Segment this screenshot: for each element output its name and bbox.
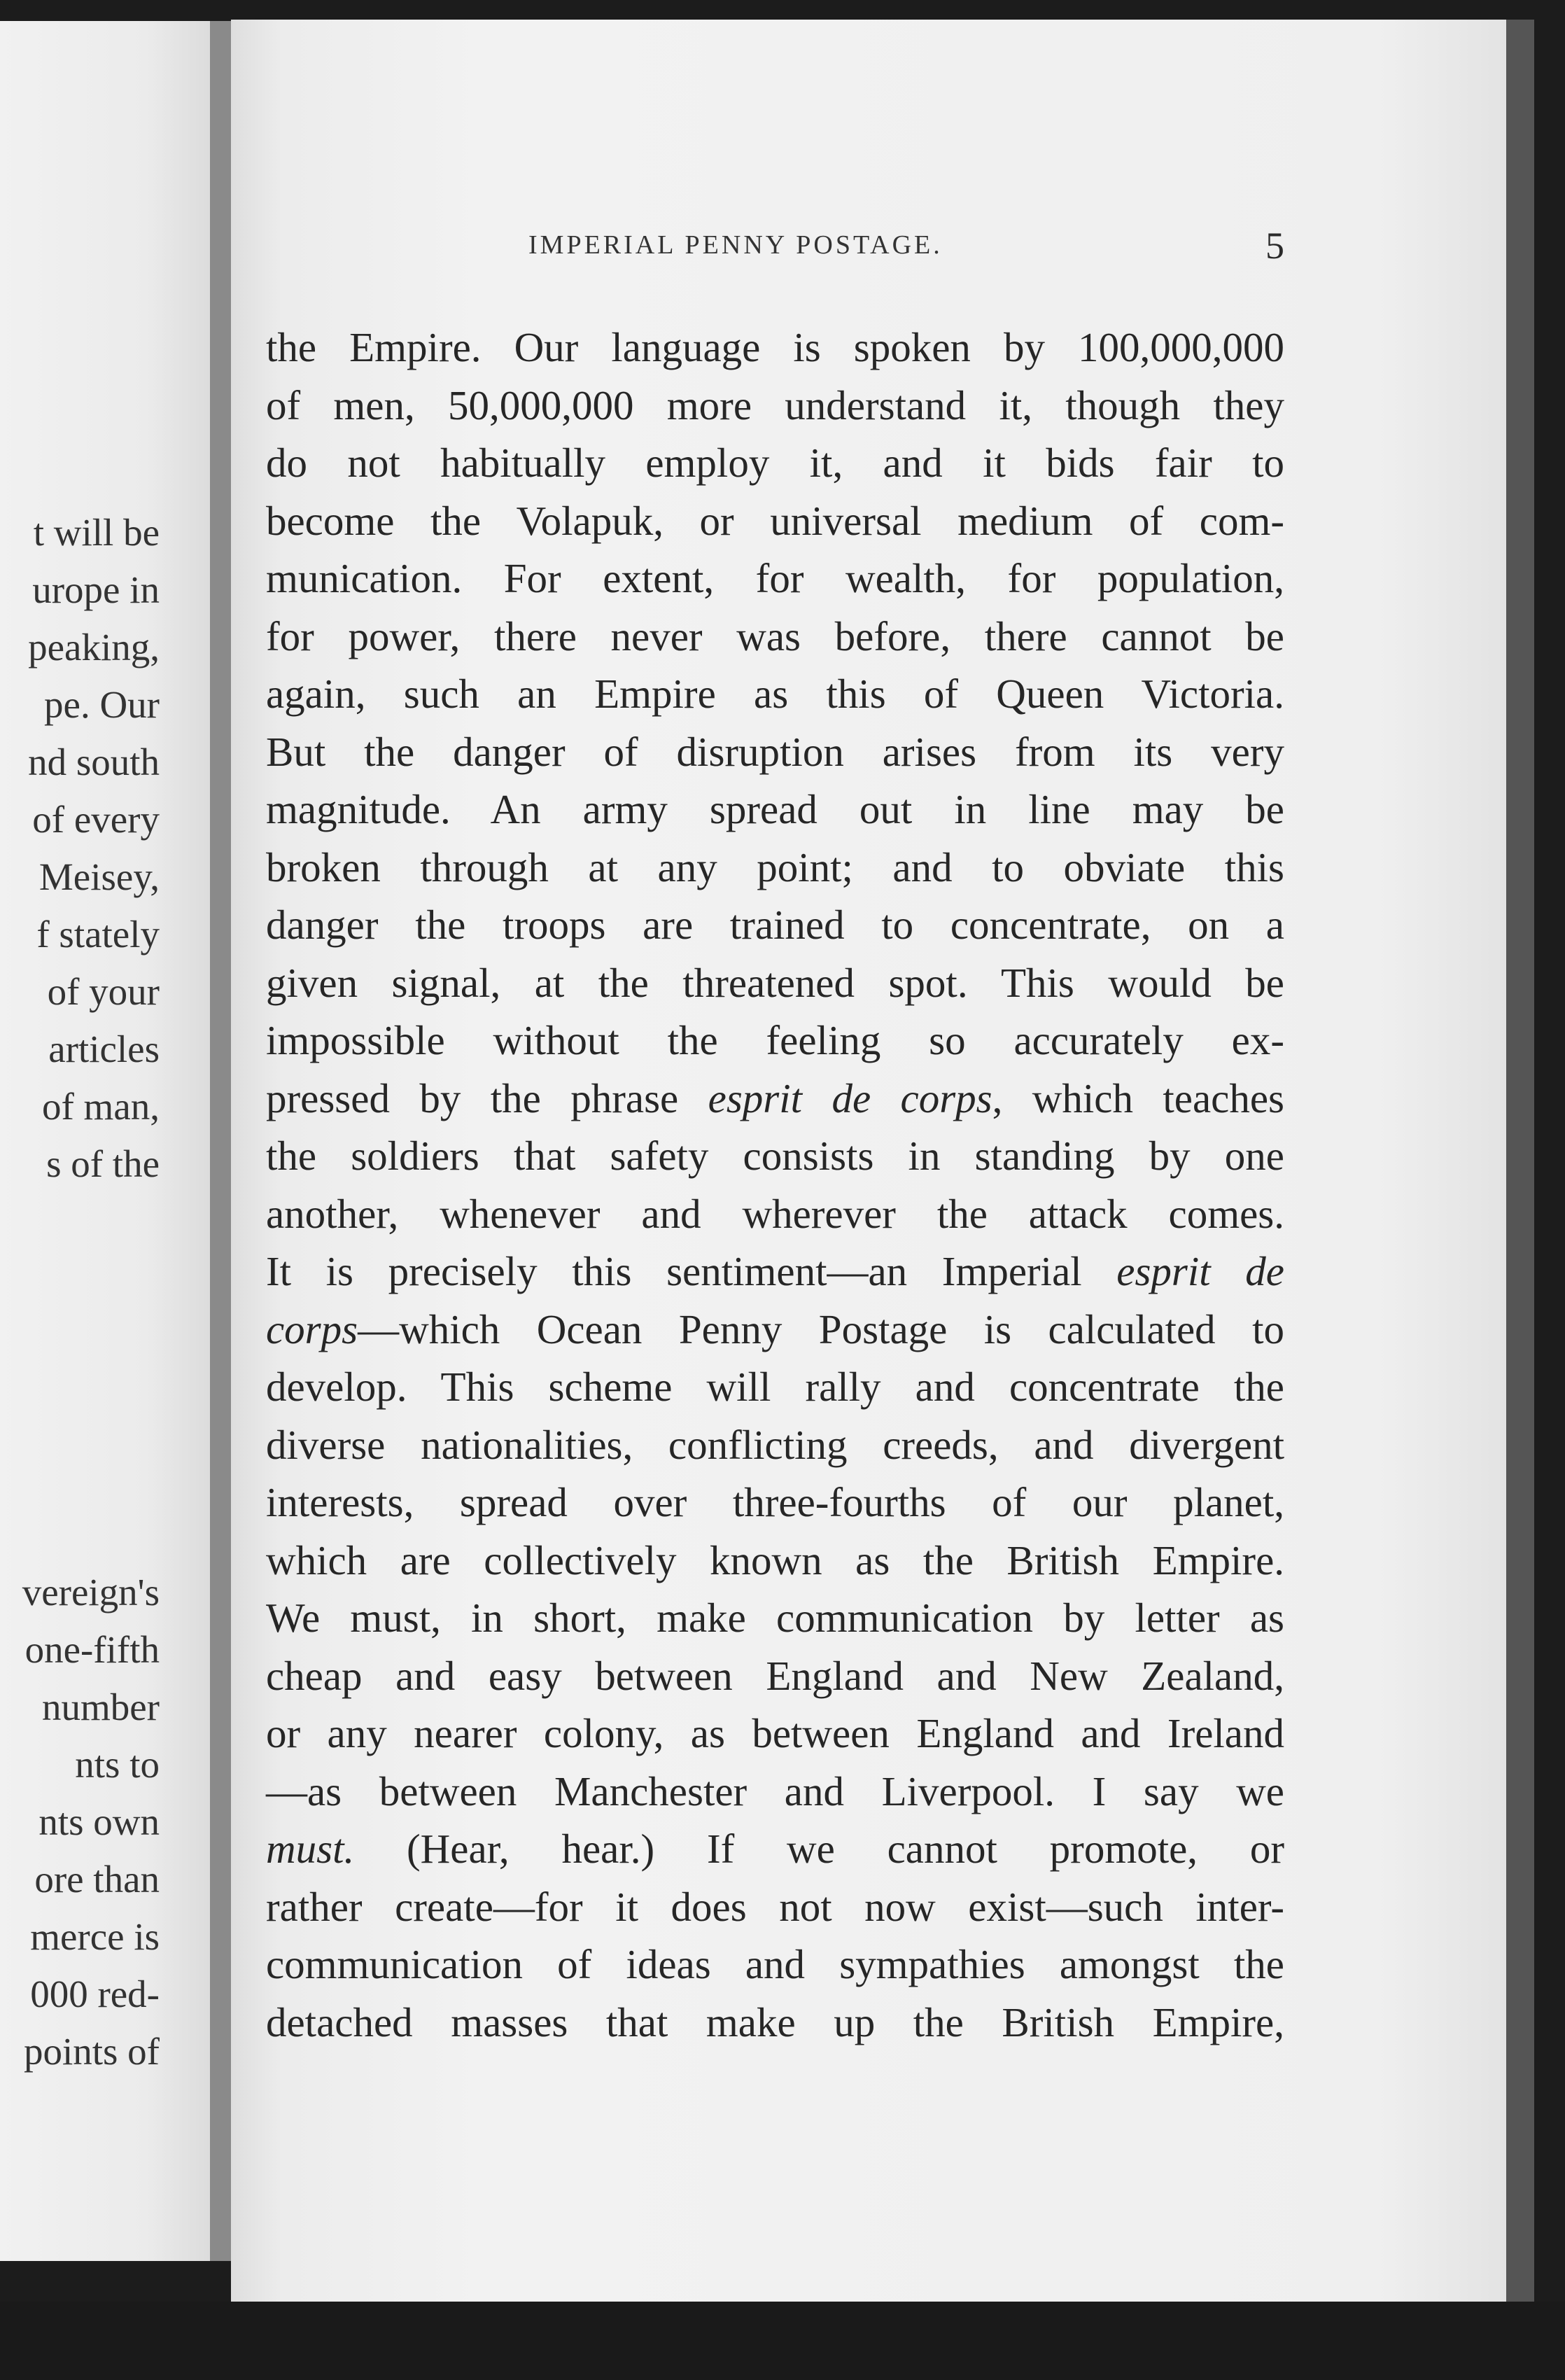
facing-page-fragment: Meisey, bbox=[38, 855, 160, 898]
text-line: or any nearer colony, as between England and Ireland bbox=[266, 1710, 1284, 1756]
facing-page-fragment: articles bbox=[48, 1028, 160, 1070]
facing-page-edge bbox=[0, 21, 210, 2261]
text-line: given signal, at the threatened spot. This would be bbox=[266, 959, 1284, 1006]
text-line: detached masses that make up the British Empire, bbox=[266, 1998, 1284, 2045]
facing-page-fragment: merce is bbox=[30, 1915, 160, 1958]
text-line: diverse nationalities, conflicting creeds, and divergent bbox=[266, 1421, 1284, 1468]
facing-page-fragment: pe. Our bbox=[44, 683, 160, 726]
text-line: another, whenever and wherever the attack comes. bbox=[266, 1190, 1284, 1237]
facing-page-fragment: of every bbox=[32, 798, 160, 841]
facing-page-fragment: number bbox=[41, 1686, 160, 1728]
book-gutter bbox=[210, 21, 231, 2261]
facing-page-fragment: one-fifth bbox=[24, 1628, 160, 1671]
facing-page-fragment: peaking, bbox=[28, 626, 160, 668]
text-line: —as between Manchester and Liverpool. I say we bbox=[266, 1768, 1284, 1814]
text-line: develop. This scheme will rally and concentrate the bbox=[266, 1364, 1284, 1410]
facing-page-fragment: nd south bbox=[28, 741, 160, 783]
text-line: the soldiers that safety consists in standing by one bbox=[266, 1133, 1284, 1179]
facing-page-fragment: ore than bbox=[34, 1858, 160, 1900]
facing-page-fragment: of man, bbox=[41, 1085, 160, 1128]
text-line: the Empire. Our language is spoken by 100,000,000 bbox=[266, 324, 1284, 370]
facing-page-fragment: s of the bbox=[46, 1142, 160, 1185]
text-line: We must, in short, make communication by letter as bbox=[266, 1595, 1284, 1641]
facing-page-fragment: vereign's bbox=[22, 1571, 160, 1614]
text-line: become the Volapuk, or universal medium of com- bbox=[266, 497, 1284, 544]
text-line: munication. For extent, for wealth, for population, bbox=[266, 555, 1284, 601]
text-line: corps—which Ocean Penny Postage is calculated to bbox=[266, 1306, 1284, 1352]
facing-page-fragment: urope in bbox=[32, 568, 160, 611]
text-line: again, such an Empire as this of Queen Victoria. bbox=[266, 671, 1284, 717]
facing-page-fragment: f stately bbox=[36, 913, 160, 955]
text-line: cheap and easy between England and New Zealand, bbox=[266, 1652, 1284, 1699]
page-edge-shadow bbox=[1506, 20, 1534, 2302]
text-line: which are collectively known as the British Empire. bbox=[266, 1536, 1284, 1583]
text-line: of men, 50,000,000 more understand it, though they bbox=[266, 382, 1284, 428]
text-line: rather create—for it does not now exist—such inter- bbox=[266, 1883, 1284, 1930]
facing-page-fragment: nts to bbox=[75, 1743, 160, 1786]
running-head bbox=[269, 224, 1284, 273]
text-line: magnitude. An army spread out in line may be bbox=[266, 786, 1284, 832]
text-line: for power, there never was before, there cannot be bbox=[266, 612, 1284, 659]
text-line: pressed by the phrase esprit de corps, which teaches bbox=[266, 1074, 1284, 1121]
text-line: broken through at any point; and to obviate this bbox=[266, 844, 1284, 890]
facing-page-fragment: points of bbox=[23, 2030, 160, 2073]
text-line: must. (Hear, hear.) If we cannot promote, or bbox=[266, 1826, 1284, 1872]
scan-bottom-border bbox=[0, 2302, 1565, 2380]
running-title: IMPERIAL PENNY POSTAGE. bbox=[528, 230, 943, 260]
text-line: interests, spread over three-fourths of our planet, bbox=[266, 1479, 1284, 1525]
page-number: 5 bbox=[1265, 225, 1284, 267]
facing-page-fragment: nts own bbox=[38, 1800, 160, 1843]
facing-page-fragment: 000 red- bbox=[30, 1973, 160, 2015]
body-text bbox=[266, 318, 1284, 2051]
text-line: impossible without the feeling so accurately ex- bbox=[266, 1017, 1284, 1063]
text-line: But the danger of disruption arises from its very bbox=[266, 728, 1284, 775]
facing-page-fragment: of your bbox=[47, 970, 160, 1013]
facing-page-fragment: t will be bbox=[33, 511, 160, 554]
text-line: do not habitually employ it, and it bids fair to bbox=[266, 440, 1284, 486]
text-line: It is precisely this sentiment—an Imperial esprit de bbox=[266, 1248, 1284, 1294]
text-line: danger the troops are trained to concentrate, on a bbox=[266, 902, 1284, 948]
text-line: communication of ideas and sympathies amongst the bbox=[266, 1941, 1284, 1987]
